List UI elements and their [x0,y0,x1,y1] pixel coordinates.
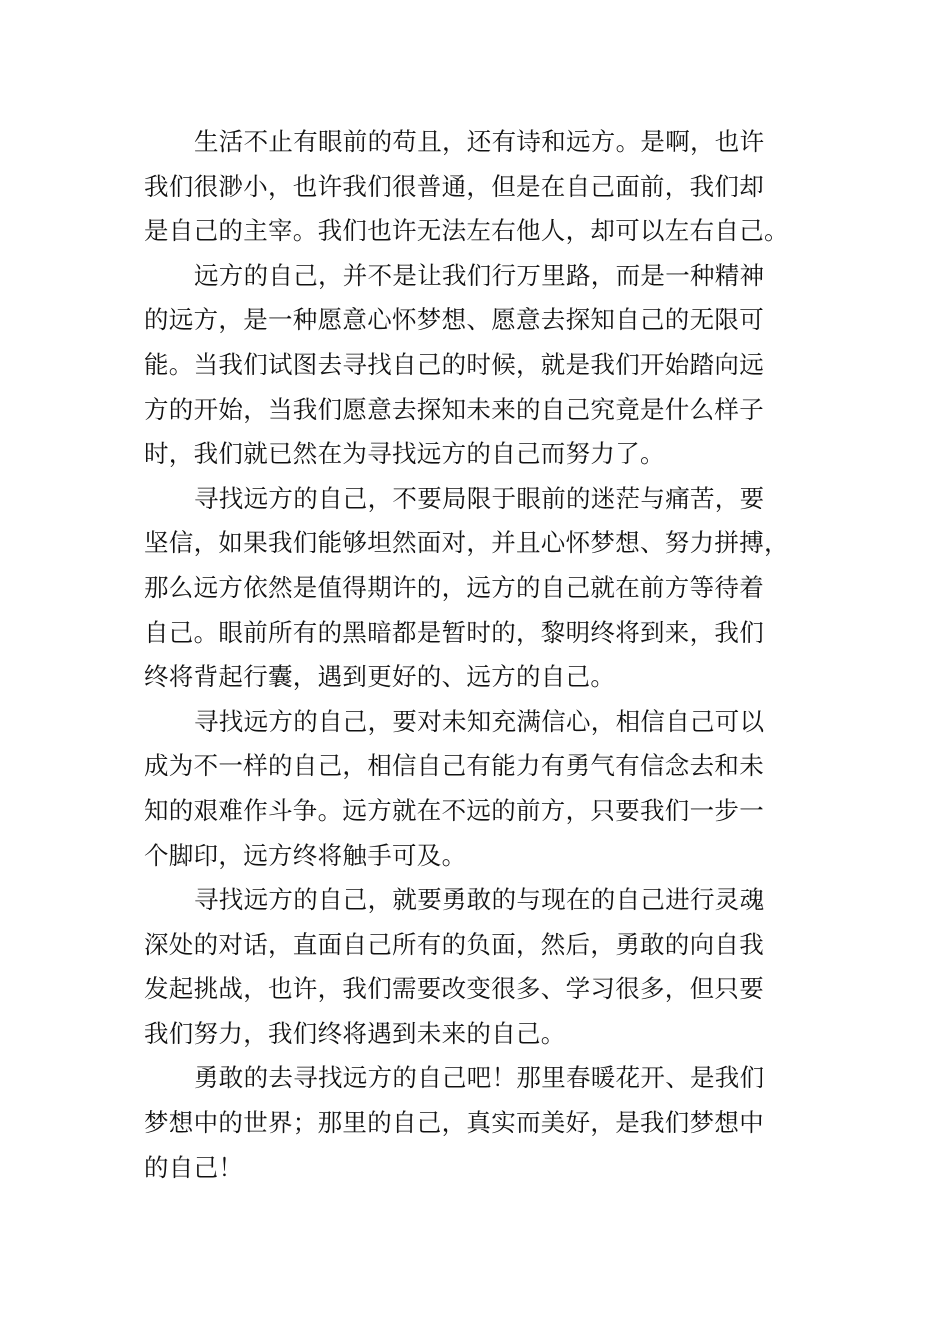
text-line: 我们很渺小，也许我们很普通，但是在自己面前，我们却 [144,171,764,201]
text-line: 生活不止有眼前的苟且，还有诗和远方。是啊，也许 [194,127,765,156]
text-line: 是自己的主宰。我们也许无法左右他人，却可以左右自己。 [144,216,789,246]
text-line: 寻找远方的自己，要对未知充满信心，相信自己可以 [194,706,765,736]
text-line: 寻找远方的自己，不要局限于眼前的迷茫与痛苦，要 [194,483,765,513]
text-line: 发起挑战，也许，我们需要改变很多、学习很多，但只要 [144,974,764,1004]
text-line: 时，我们就已然在为寻找远方的自己而努力了。 [144,439,665,469]
text-line: 远方的自己，并不是让我们行万里路，而是一种精神 [194,260,765,290]
paragraph-5 [144,878,814,1056]
text-line: 方的开始，当我们愿意去探知未来的自己究竟是什么样子 [144,394,764,424]
paragraph-6 [144,1056,814,1190]
text-line: 勇敢的去寻找远方的自己吧！那里春暖花开、是我们 [194,1063,765,1093]
paragraph-2 [144,254,814,477]
text-line: 坚信，如果我们能够坦然面对，并且心怀梦想、努力拼搏， [144,528,789,558]
text-line: 终将背起行囊，遇到更好的、远方的自己。 [144,662,616,692]
paragraph-3 [144,477,814,700]
text-line: 能。当我们试图去寻找自己的时候，就是我们开始踏向远 [144,349,764,379]
text-line: 寻找远方的自己，就要勇敢的与现在的自己进行灵魂 [194,885,765,915]
paragraph-1 [144,120,814,254]
text-line: 我们努力，我们终将遇到未来的自己。 [144,1018,566,1048]
text-line: 那么远方依然是值得期许的，远方的自己就在前方等待着 [144,572,764,602]
essay-body [144,120,814,1190]
text-line: 深处的对话，直面自己所有的负面，然后，勇敢的向自我 [144,929,764,959]
paragraph-4 [144,700,814,878]
text-line: 的远方，是一种愿意心怀梦想、愿意去探知自己的无限可 [144,305,764,335]
text-line: 成为不一样的自己，相信自己有能力有勇气有信念去和未 [144,751,764,781]
text-line: 知的艰难作斗争。远方就在不远的前方，只要我们一步一 [144,795,764,825]
text-line: 梦想中的世界；那里的自己，真实而美好，是我们梦想中 [144,1108,764,1138]
text-line: 的自己！ [144,1152,244,1182]
text-line: 自己。眼前所有的黑暗都是暂时的，黎明终将到来，我们 [144,617,764,647]
text-line: 个脚印，远方终将触手可及。 [144,840,467,870]
